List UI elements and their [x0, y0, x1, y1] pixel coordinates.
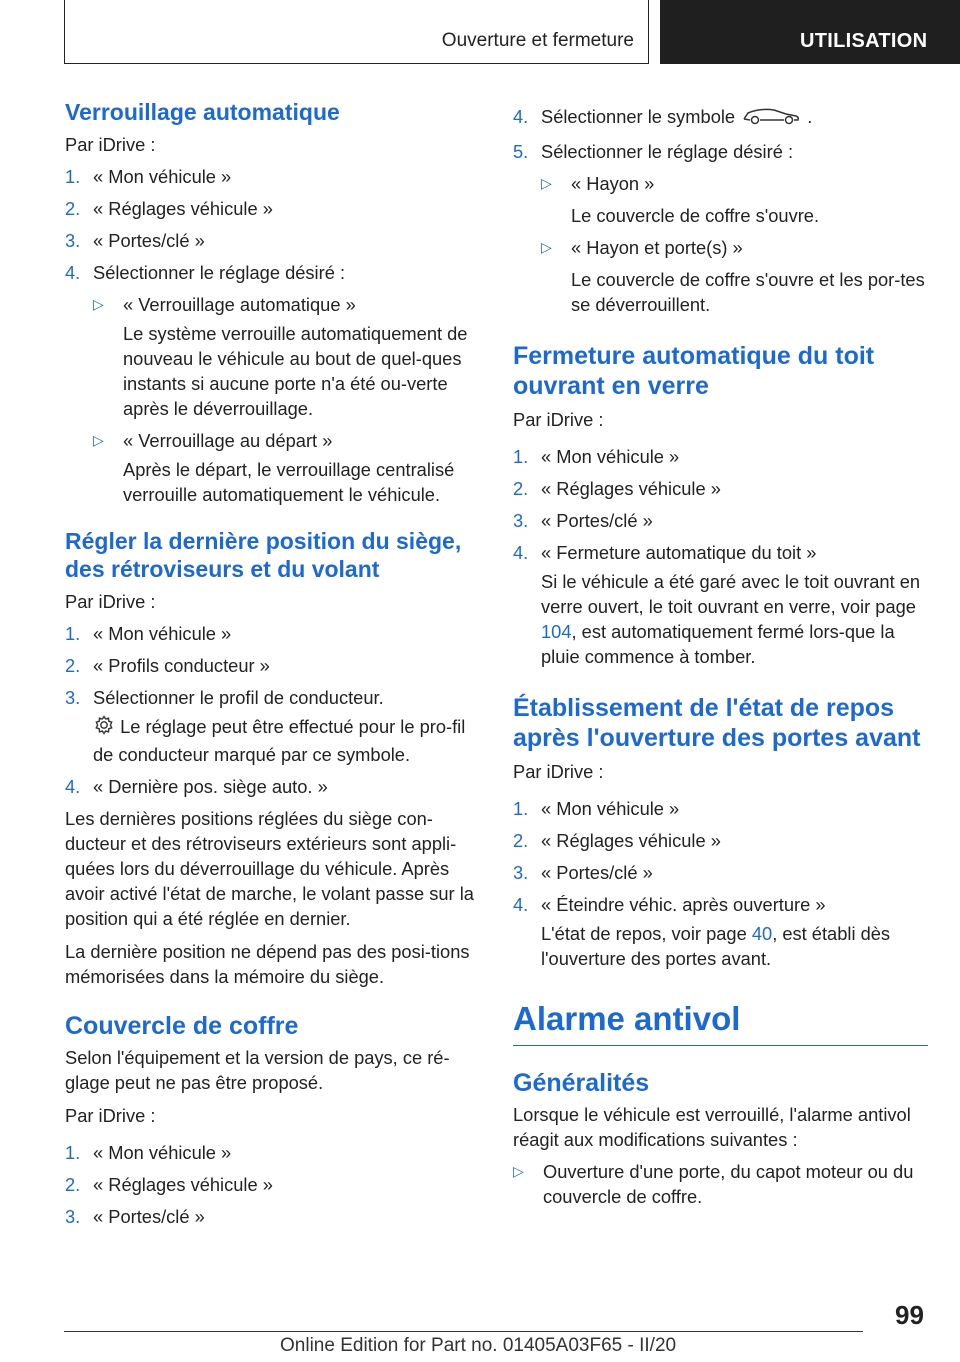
- list-item: 2. « Réglages véhicule »: [513, 478, 721, 500]
- header-section-title: Ouverture et fermeture: [441, 30, 634, 51]
- footer-edition: Online Edition for Part no. 01405A03F65 - II/20: [280, 1335, 677, 1356]
- list-item: 4. « Fermeture automatique du toit »: [513, 542, 817, 564]
- page-link[interactable]: 104: [541, 621, 572, 643]
- step-note: L'état de repos, voir page 40, est établi dès l'ouverture des portes avant.: [541, 923, 891, 970]
- option-description: Le système verrouille automatiquement de nouveau le véhicule au bout de quel-ques instants si aucune porte n'a été ou-verte après le déverrouillage.: [123, 323, 468, 419]
- list-item: 1. « Mon véhicule »: [65, 1142, 232, 1164]
- paragraph: Selon l'équipement et la version de pays, ce ré-glage peut ne pas être proposé.: [65, 1047, 450, 1094]
- heading-generalites: Généralités: [513, 1069, 650, 1098]
- heading-rule: [513, 1045, 928, 1046]
- heading-couvercle-coffre: Couvercle de coffre: [65, 1012, 299, 1041]
- list-item: 1. « Mon véhicule »: [513, 798, 680, 820]
- triangle-bullet-icon: ▷: [541, 175, 552, 192]
- list-item: 2. « Réglages véhicule »: [513, 830, 721, 852]
- footer-rule: [64, 1331, 863, 1332]
- heading-etat-repos: Établissement de l'état de repos après l'ouverture des portes avant: [513, 694, 921, 753]
- option-description: Après le départ, le verrouillage centralisé verrouille automatiquement le véhicule.: [123, 459, 455, 505]
- list-item: 4. Sélectionner le réglage désiré :: [65, 262, 346, 283]
- list-item: 5. Sélectionner le réglage désiré :: [513, 141, 794, 163]
- header-chapter-label: UTILISATION: [800, 30, 928, 52]
- option-item: ▷ « Hayon »: [541, 173, 655, 195]
- triangle-bullet-icon: ▷: [93, 432, 104, 448]
- option-item: ▷ « Verrouillage au départ »: [93, 430, 333, 451]
- list-item: 1. « Mon véhicule »: [513, 446, 680, 468]
- list-item: 4. « Éteindre véhic. après ouverture »: [513, 894, 826, 916]
- paragraph: Lorsque le véhicule est verrouillé, l'alarme antivol réagit aux modifications suivantes :: [513, 1104, 911, 1151]
- triangle-bullet-icon: ▷: [93, 296, 104, 312]
- heading-derniere-position: Régler la dernière position du siège, des rétroviseurs et du volant: [65, 528, 462, 582]
- left-column: [65, 98, 475, 1229]
- list-item: 1. « Mon véhicule »: [65, 166, 232, 187]
- heading-fermeture-toit: Fermeture automatique du toit ouvrant en verre: [513, 342, 875, 401]
- step-note: Si le véhicule a été garé avec le toit ouvrant en verre ouvert, le toit ouvrant en verre, voir page 104, est automatiquement fermé lors-que la pluie commence à tomber.: [541, 571, 921, 668]
- list-item: 4. « Dernière pos. siège auto. »: [65, 776, 328, 798]
- intro-text: Par iDrive :: [513, 761, 604, 783]
- list-item: 2. « Profils conducteur »: [65, 655, 270, 676]
- right-column: [513, 98, 928, 1209]
- option-item: ▷ « Hayon et porte(s) »: [541, 237, 743, 259]
- list-item: 2. « Réglages véhicule »: [65, 198, 273, 219]
- option-description: Le couvercle de coffre s'ouvre et les por-tes se déverrouillent.: [571, 269, 925, 316]
- intro-text: Par iDrive :: [65, 591, 156, 612]
- list-item: 4. Sélectionner le symbole .: [513, 104, 928, 132]
- list-item: 1. « Mon véhicule »: [65, 623, 232, 644]
- option-item: ▷ « Verrouillage automatique »: [93, 294, 356, 315]
- list-item: 3. « Portes/clé »: [513, 510, 653, 532]
- car-tailgate-icon: [740, 104, 802, 132]
- triangle-bullet-icon: ▷: [513, 1163, 524, 1180]
- list-item: 2. « Réglages véhicule »: [65, 1174, 273, 1196]
- triangle-bullet-icon: ▷: [541, 239, 552, 256]
- heading-verrouillage: Verrouillage automatique: [65, 99, 340, 125]
- gear-icon: [93, 714, 115, 742]
- list-item: 3. « Portes/clé »: [65, 230, 205, 251]
- option-description: Le couvercle de coffre s'ouvre.: [571, 205, 820, 227]
- page-link[interactable]: 40: [751, 923, 773, 945]
- intro-text: Par iDrive :: [513, 409, 604, 431]
- paragraph: La dernière position ne dépend pas des posi-tions mémorisées dans la mémoire du siège.: [65, 941, 470, 988]
- paragraph: Les dernières positions réglées du siège con-ducteur et des rétroviseurs extérieurs sont appli-quées lors du déverrouillage du véhicule. Après avoir activé l'état de marche, le volant passe sur la position qui a été réglée en dernier.: [65, 808, 474, 930]
- header-chapter-tab: [660, 0, 960, 64]
- intro-text: Par iDrive :: [65, 1105, 156, 1127]
- intro-text: Par iDrive :: [65, 134, 156, 155]
- bullet-item: ▷ Ouverture d'une porte, du capot moteur ou du couvercle de coffre.: [513, 1161, 914, 1208]
- list-item: 3. « Portes/clé »: [513, 862, 653, 884]
- heading-alarme-antivol: Alarme antivol: [513, 1000, 741, 1038]
- page-number: 99: [895, 1300, 924, 1330]
- step-note: Le réglage peut être effectué pour le pro-fil de conducteur marqué par ce symbole.: [93, 716, 466, 766]
- list-item: 3. « Portes/clé »: [65, 1206, 205, 1228]
- list-item: 3. Sélectionner le profil de conducteur.: [65, 687, 384, 708]
